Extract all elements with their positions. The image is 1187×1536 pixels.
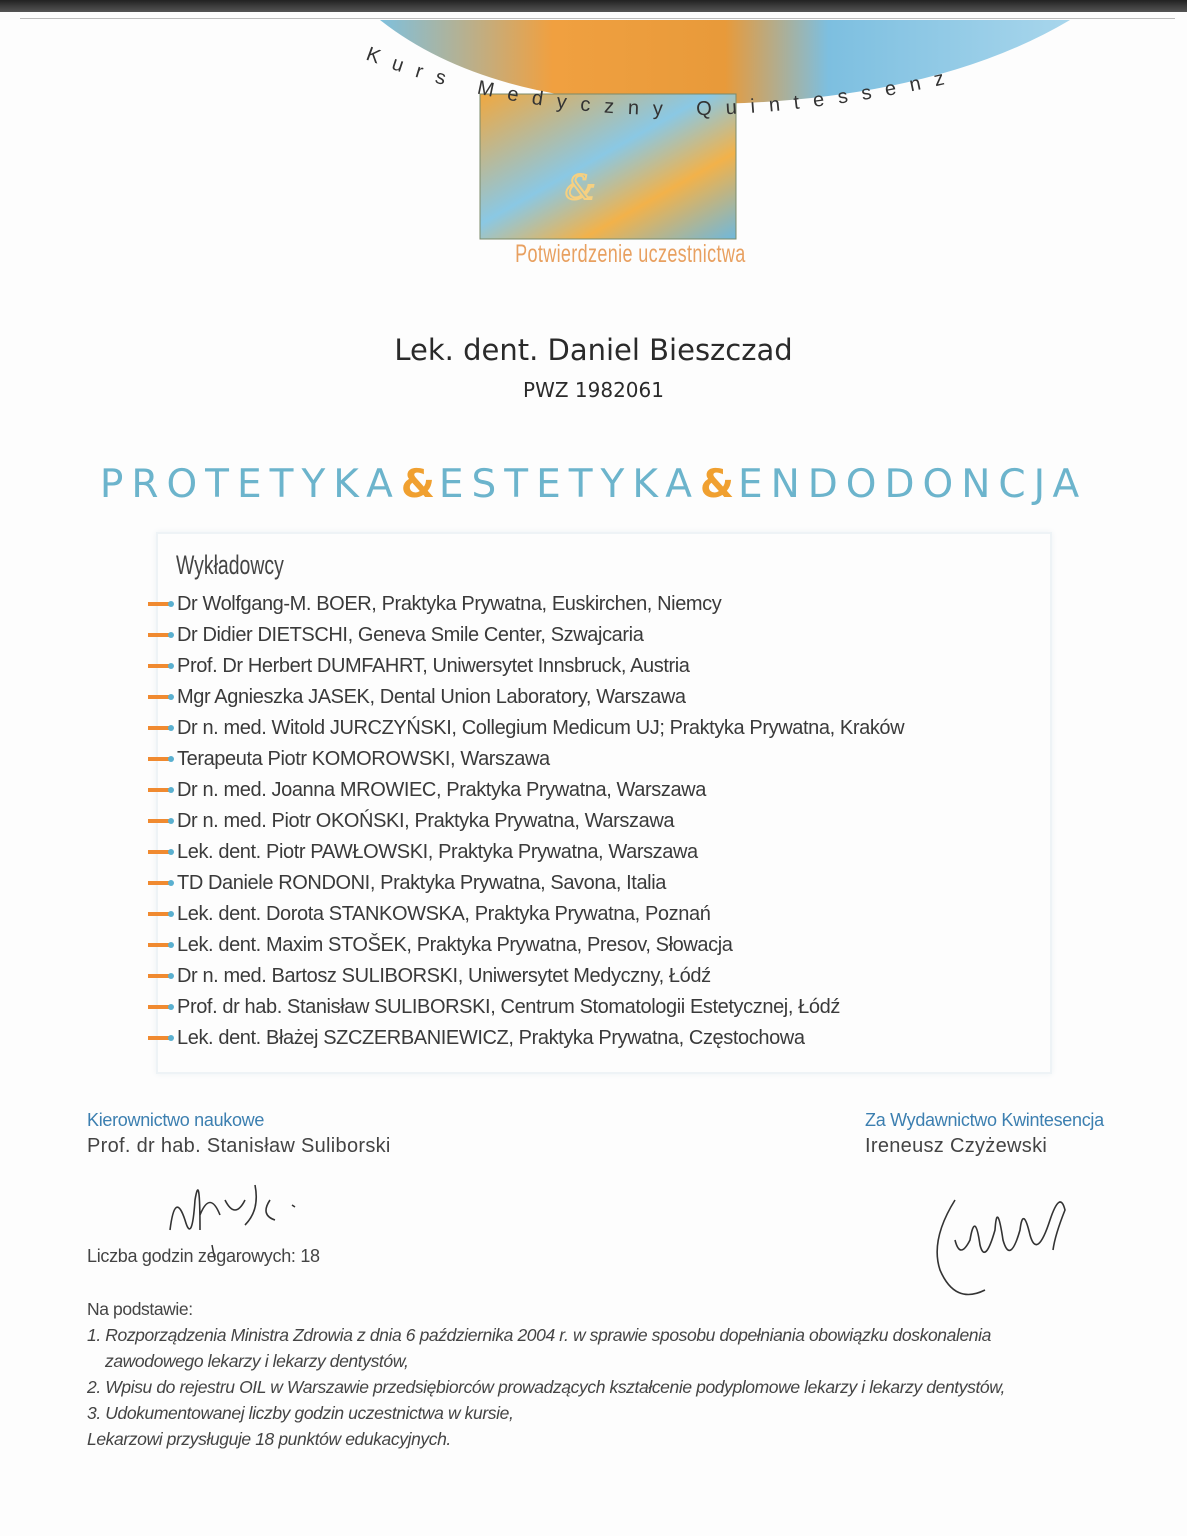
lecturer-item [148, 712, 904, 743]
lecturer-item [148, 1022, 904, 1053]
lecturers-title: Wykładowcy [176, 550, 284, 580]
course-logo [360, 14, 1080, 244]
lecturer-name: Dr n. med. Bartosz SULIBORSKI, Uniwersytet Medyczny, Łódź [177, 964, 711, 987]
ampersand: & [400, 462, 439, 507]
legal-basis-item: 3. Udokumentowanej liczby godzin uczestnictwa w kursie, [87, 1403, 514, 1423]
lecturer-name: Lek. dent. Dorota STANKOWSKA, Praktyka Prywatna, Poznań [177, 902, 711, 925]
signature-block-left [87, 1110, 391, 1158]
logo-arc-text: Kurs Medyczny Quintessenz [363, 43, 960, 121]
bullet-dash-icon [148, 912, 172, 916]
lecturer-name: Dr n. med. Joanna MROWIEC, Praktyka Prywatna, Warszawa [177, 778, 706, 801]
handwritten-signature-right [925, 1170, 1085, 1305]
bullet-dash-icon [148, 850, 172, 854]
signature-role: Za Wydawnictwo Kwintesencja [865, 1110, 1104, 1130]
lecturer-name: Dr n. med. Piotr OKOŃSKI, Praktyka Prywatna, Warszawa [177, 809, 675, 832]
lecturer-name: Dr Didier DIETSCHI, Geneva Smile Center, Szwajcaria [177, 623, 644, 646]
participant-name: Lek. dent. Daniel Bieszczad [394, 333, 793, 367]
bullet-dash-icon [148, 881, 172, 885]
bullet-dash-icon [148, 633, 172, 637]
bullet-dash-icon [148, 664, 172, 668]
bullet-dash-icon [148, 1036, 172, 1040]
signature-block-right [865, 1110, 1104, 1158]
participant-pwz: PWZ 1982061 [523, 378, 664, 402]
lecturer-item [148, 867, 904, 898]
bullet-dash-icon [148, 943, 172, 947]
lecturer-item [148, 960, 904, 991]
legal-basis [87, 1296, 1005, 1452]
bullet-dash-icon [148, 695, 172, 699]
lecturer-item [148, 681, 904, 712]
legal-basis-item: 2. Wpisu do rejestru OIL w Warszawie przedsiębiorców prowadzących kształcenie podyplomowe lekarzy i lekarzy dentystów, [87, 1377, 1005, 1397]
lecturer-name: TD Daniele RONDONI, Praktyka Prywatna, Savona, Italia [177, 871, 666, 894]
lecturer-name: Mgr Agnieszka JASEK, Dental Union Laboratory, Warszawa [177, 685, 686, 708]
lecturer-name: Lek. dent. Maxim STOŠEK, Praktyka Prywatna, Presov, Słowacja [177, 933, 733, 956]
lecturer-name: Terapeuta Piotr KOMOROWSKI, Warszawa [177, 747, 550, 770]
svg-text:&: & [565, 168, 596, 208]
scan-top-edge [0, 0, 1187, 12]
legal-basis-item: 1. Rozporządzenia Ministra Zdrowia z dnia 6 października 2004 r. w sprawie sposobu dopełniania obowiązku doskonalenia [87, 1325, 991, 1345]
lecturer-name: Dr Wolfgang-M. BOER, Praktyka Prywatna, Euskirchen, Niemcy [177, 592, 722, 615]
lecturer-item [148, 898, 904, 929]
bullet-dash-icon [148, 974, 172, 978]
lecturer-item [148, 588, 904, 619]
bullet-dash-icon [148, 1005, 172, 1009]
lecturer-name: Prof. Dr Herbert DUMFAHRT, Uniwersytet Innsbruck, Austria [177, 654, 690, 677]
legal-basis-title: Na podstawie: [87, 1299, 193, 1319]
bullet-dash-icon [148, 757, 172, 761]
bullet-dash-icon [148, 819, 172, 823]
signature-role: Kierownictwo naukowe [87, 1110, 265, 1130]
bullet-dash-icon [148, 602, 172, 606]
lecturer-name: Lek. dent. Piotr PAWŁOWSKI, Praktyka Prywatna, Warszawa [177, 840, 698, 863]
lecturer-name: Dr n. med. Witold JURCZYŃSKI, Collegium Medicum UJ; Praktyka Prywatna, Kraków [177, 716, 905, 739]
course-title [0, 462, 1187, 507]
course-title-part: PROTETYKA [99, 462, 401, 507]
ampersand: & [699, 462, 738, 507]
hours-count: Liczba godzin zegarowych: 18 [87, 1246, 320, 1266]
lecturer-item [148, 991, 904, 1022]
lecturer-item [148, 929, 904, 960]
course-title-part: ENDODONCJA [737, 462, 1088, 507]
signature-name: Ireneusz Czyżewski [865, 1135, 1048, 1157]
lecturer-item [148, 650, 904, 681]
legal-basis-item-cont: zawodowego lekarzy i lekarzy dentystów, [105, 1351, 409, 1371]
signature-name: Prof. dr hab. Stanisław Suliborski [87, 1135, 391, 1157]
lecturer-item [148, 743, 904, 774]
lecturers-list [148, 588, 904, 1053]
lecturer-item [148, 619, 904, 650]
certificate-subtitle: Potwierdzenie uczestnictwa [515, 240, 746, 268]
education-points: Lekarzowi przysługuje 18 punktów edukacyjnych. [87, 1429, 451, 1449]
lecturer-item [148, 836, 904, 867]
lecturer-name: Prof. dr hab. Stanisław SULIBORSKI, Centrum Stomatologii Estetycznej, Łódź [177, 995, 840, 1018]
lecturer-name: Lek. dent. Błażej SZCZERBANIEWICZ, Praktyka Prywatna, Częstochowa [177, 1026, 805, 1049]
bullet-dash-icon [148, 788, 172, 792]
lecturer-item [148, 805, 904, 836]
lecturer-item [148, 774, 904, 805]
course-title-part: ESTETYKA [438, 462, 700, 507]
bullet-dash-icon [148, 726, 172, 730]
